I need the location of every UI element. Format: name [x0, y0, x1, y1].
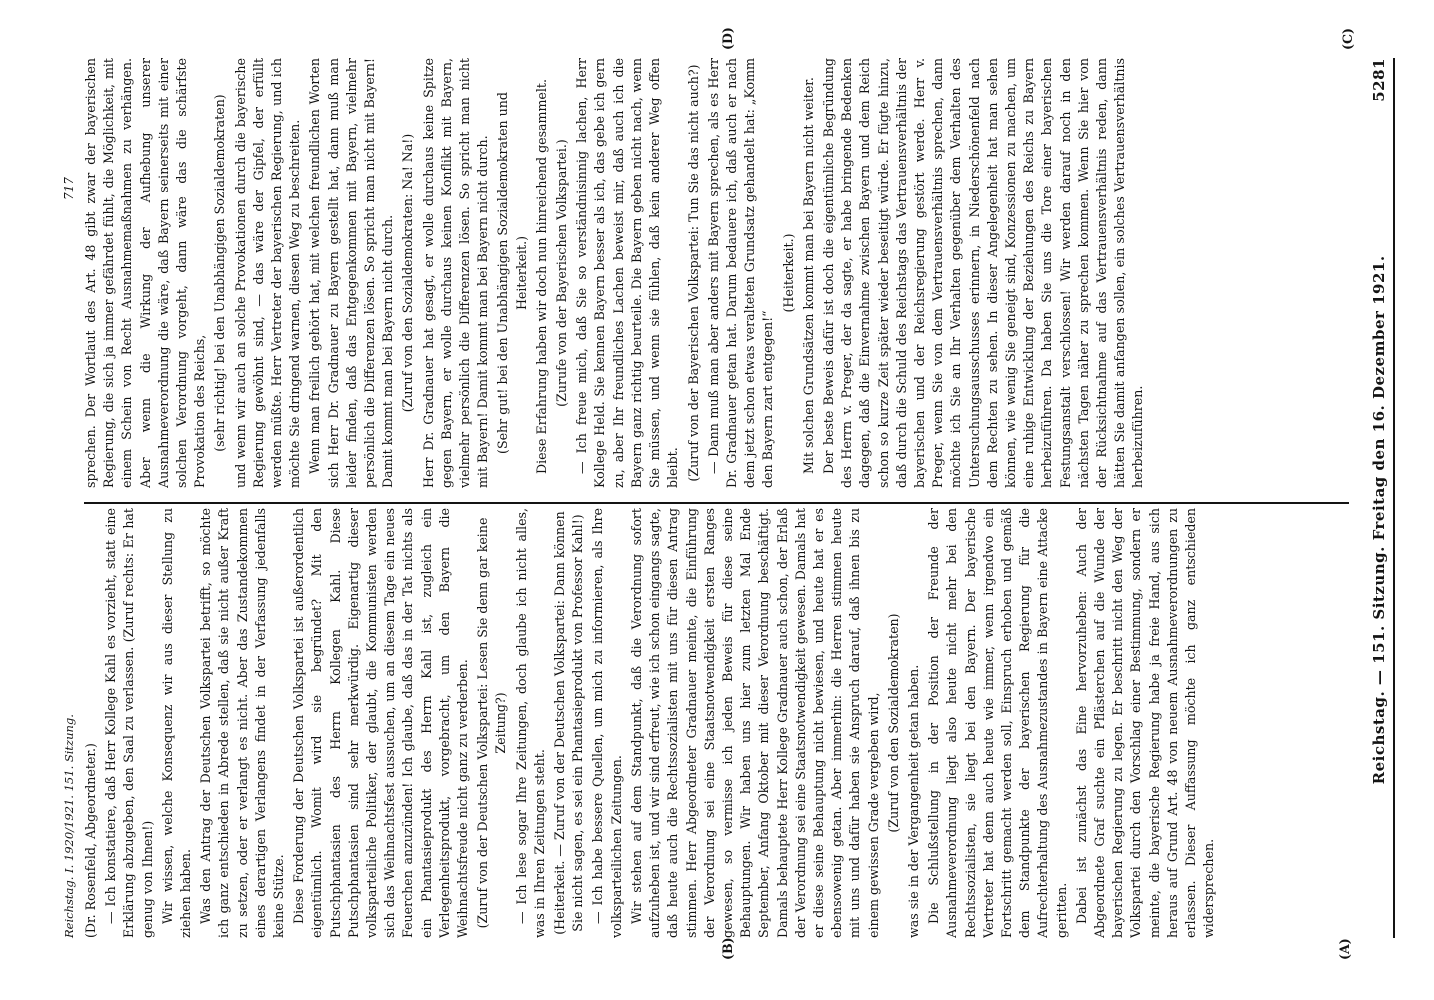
paragraph: — Ich lese sogar Ihre Zeitungen, doch glaube ich nicht alles, was in Ihren Zeitungen steht.	[513, 508, 547, 938]
paragraph: Wir wissen, welche Konsequenz wir aus dieser Stellung zu ziehen haben.	[159, 508, 194, 938]
paragraph: Wenn man freilich gehört hat, mit welchen freundlichen Worten sich Herr Dr. Gradnauer zu Bayern gestellt hat, dann muß man leider finden, daß das Entgegenkommen mit Bayern, vielmehr persönlich die Differenzen lösen. So spricht man nicht mit Bayern! Damit kommt man bei Bayern nicht durch.	[307, 58, 396, 488]
paragraph: Diese Erfahrung haben wir doch nun hinreichend gesammelt.	[533, 79, 549, 474]
interjection: (sehr richtig! bei den Unabhängigen Sozialdemokraten)	[212, 94, 228, 452]
paragraph: Wir stehen auf dem Standpunkt, daß die Verordnung sofort aufzuheben ist, und wir sind erfreut, wie ich schon eingangs sagte, daß heute auch die Rechtssozialisten mit uns für diesen Antrag stimmen. Herr Abgeordneter Gradnauer meinte, die Einführung der Verordnung sei eine Staatsnotwendigkeit ersten Ranges gewesen, so vermisse ich jeden Beweis für diese seine Behauptungen. Wir haben uns hier zum letzten Mal Ende September, Anfang Oktober mit dieser Verordnung beschäftigt. Damals behauptete Herr Kollege Gradnauer auch schon, der Erlaß der Verordnung sei eine Staatsnotwendigkeit gewesen. Damals hat er diese seine Behauptung nicht bewiesen, und heute hat er es ebensowenig getan. Aber immerhin: die Herren stimmen heute mit uns und dafür haben sie Anspruch darauf, daß ihnen bis zu einem gewissen Grade vergeben wird,	[628, 508, 881, 938]
page-header	[1370, 58, 1395, 938]
left-column	[82, 508, 1352, 938]
paragraph: (Dr. Rosenfeld, Abgeordneter.)	[83, 743, 98, 938]
page-title: Reichstag. — 151. Sitzung. Freitag den 16. Dezember 1921.	[1370, 255, 1388, 785]
margin-marker-c: (C)	[1340, 28, 1355, 50]
paragraph: — Dann muß man aber anders mit Bayern sprechen, als es Herr Dr. Gradnauer getan hat. Darum bedauere ich, daß auch er nach dem jetzt schon etwas veralteten Grundsatz gehandelt hat: „Komm den Bayern zart entgegen!“	[705, 58, 776, 488]
paragraph: Die Schlußstellung in der Position der Freunde der Ausnahmeverordnung liegt also heute nicht mehr bei den Rechtssozialisten, sie liegt bei den Bayern. Der bayerische Vertreter hat denn auch heute wie immer, wenn irgendwo ein Fortschritt gemacht werden soll, Einspruch erhoben und gemäß dem Standpunkte der bayerischen Regierung für die Aufrechterhaltung des Ausnahmezustandes in Bayern eine Attacke geritten.	[926, 508, 1069, 938]
paragraph: Was den Antrag der Deutschen Volkspartei betrifft, so möchte ich ganz entschieden in Abrede stellen, daß sie nicht außer Kraft zu setzen, oder er verlangt es nicht. Aber das Zustandekommen eines derartigen Verlangens findet in der Verfassung jedenfalls keine Stütze.	[198, 508, 287, 938]
interjection: (Zuruf von der Deutschen Volkspartei: Lesen Sie denn gar keine Zeitung?)	[475, 517, 509, 929]
paragraph: — Ich konstatiere, daß Herr Kollege Kahl es vorzieht, statt eine Erklärung abzugeben, den Saal zu verlassen. (Zuruf rechts: Er hat genug von Ihnen!)	[103, 508, 155, 938]
column-divider	[84, 503, 1349, 505]
interjection: (Heiterkeit.)	[780, 233, 796, 313]
paragraph: sprechen. Der Wortlaut des Art. 48 gibt zwar der bayerischen Regierung, die sich ja immer gefährdet fühlt, die Möglichkeit, mit einem Schein von Recht Ausnahmemaßnahmen zu verhängen. Aber wenn die Wirkung der Aufhebung unserer Ausnahmeverordnung die wäre, daß Bayern seinerseits mit einer solchen Verordnung vorgeht, dann wäre das die schärfste Provokation des Reichs,	[83, 58, 208, 488]
paragraph: was sie in der Vergangenheit getan haben.	[905, 664, 921, 938]
page-number: 5281	[1370, 58, 1388, 102]
margin-marker-a: (A)	[1337, 938, 1352, 960]
margin-marker-d: (D)	[720, 27, 735, 50]
paragraph: — Ich habe bessere Quellen, um mich zu informieren, als Ihre volksparteilichen Zeitungen.	[590, 508, 624, 938]
right-column	[82, 58, 1352, 488]
paragraph: Mit solchen Grundsätzen kommt man bei Bayern nicht weiter.	[800, 77, 816, 474]
paragraph: und wenn wir auch an solche Provokationen durch die bayerische Regierung gewöhnt sind, — das wäre der Gipfel, der erfüllt werden müßte. Herr Vertreter der bayerischen Regierung, und ich möchte Sie dringend warnen, diesen Weg zu beschreiten.	[232, 58, 303, 488]
margin-marker-b: (B)	[720, 937, 735, 960]
interjection: (Zuruf von den Sozialdemokraten)	[885, 613, 901, 833]
interjection: (Zurufe von der Bayerischen Volkspartei.)	[554, 139, 570, 407]
interjection: (Zuruf von der Bayerischen Volkspartei: Tun Sie das nicht auch?)	[685, 64, 701, 482]
footer-page-number: 717	[62, 177, 76, 200]
paragraph: — Ich freue mich, daß Sie so verständnisinnig lachen, Herr Kollege Held. Sie kennen Bayern besser als ich, das gebe ich gern zu, aber Ihr freundliches Lachen beweist mir, daß auch ich die Bayern ganz richtig beurteile. Die Bayern geben nicht nach, wenn Sie müssen, und wenn sie fühlen, daß kein anderer Weg offen bleibt.	[574, 58, 681, 488]
paragraph: Diese Forderung der Deutschen Volkspartei ist außerordentlich eigentümlich. Womit wird sie begründet? Mit den Putschphantasien des Herrn Kollegen Kahl. Diese Putschphantasien sind sehr merkwürdig. Eigenartig dieser volksparteiliche Politiker, der glaubt, die Kommunisten werden sich das Weihnachtsfest aussuchen, um an diesem Tage ein neues Feuerchen anzuzünden! Ich glaube, daß das in der Tat nichts als ein Phantasieprodukt des Herrn Kahl ist, zugleich ein Verlegenheitsprodukt, vorgebracht, um den Bayern die Weihnachtsfreude nicht ganz zu verderben.	[291, 508, 471, 938]
paragraph: Der beste Beweis dafür ist doch die eigentümliche Begründung des Herrn v. Preger, der da sagte, er habe bringende Bedenken dagegen, daß die Einvernahme zwischen Bayern und dem Reich schon so kurze Zeit später wieder beseitigt würde. Er fügte hinzu, daß durch die Schuld des Reichstags das Vertrauensverhältnis der bayerischen und der Reichsregierung gestört werde. Herr v. Preger, wenn Sie von dem Vertrauensverhältnis sprechen, dann möchte ich Sie an Ihr Verhalten gegenüber dem Verhalten des Untersuchungsausschusses erinnern, in Niederschönenfeld nach dem Rechten zu sehen. In dieser Angelegenheit hat man sehen können, wie wenig Sie geneigt sind, Konzessionen zu machen, um eine ruhige Entwicklung der Beziehungen des Reichs zu Bayern herbeizuführen. Da haben Sie uns die Tore einer bayerischen Festungsanstalt verschlossen! Wir werden darauf noch in den nächsten Tagen näher zu sprechen kommen. Wenn Sie hier von der Rücksichtnahme auf das Vertrauensverhältnis reden, dann hätten Sie damit anfangen sollen, ein solches Vertrauensverhältnis herbeizuführen.	[820, 58, 1146, 488]
interjection: (Zuruf von den Sozialdemokraten: Na! Na!)	[400, 133, 416, 413]
interjection: (Sehr gut! bei den Unabhängigen Sozialdemokraten und Heiterkeit.)	[495, 92, 529, 454]
paragraph: Dabei ist zunächst das Eine hervorzuheben: Auch der Abgeordnete Graf suchte ein Pflästerchen auf die Wunde der bayerischen Regierung zu legen. Er beschritt nicht den Weg der Volkspartei durch den Vorschlag einer Bestimmung, sondern er meinte, die bayerische Regierung habe ja freie Hand, aus sich heraus auf Grund Art. 48 von neuem Ausnahmeverordnungen zu erlassen. Dieser Auffassung möchte ich ganz entschieden widersprechen.	[1073, 508, 1217, 938]
page-footer: Reichstag. I. 1920/1921. 151. Sitzung.	[62, 714, 76, 938]
interjection: (Heiterkeit. — Zuruf von der Deutschen Volkspartei: Dann können Sie nicht sagen, es sei ein Phantasieprodukt von Professor Kahl!)	[552, 511, 586, 935]
paragraph: Herr Dr. Gradnauer hat gesagt, er wolle durchaus keine Spitze gegen Bayern, er wolle durchaus keinen Konflikt mit Bayern, vielmehr persönlich die Differenzen lösen. So spricht man nicht mit Bayern! Damit kommt man bei Bayern nicht durch.	[420, 58, 491, 488]
